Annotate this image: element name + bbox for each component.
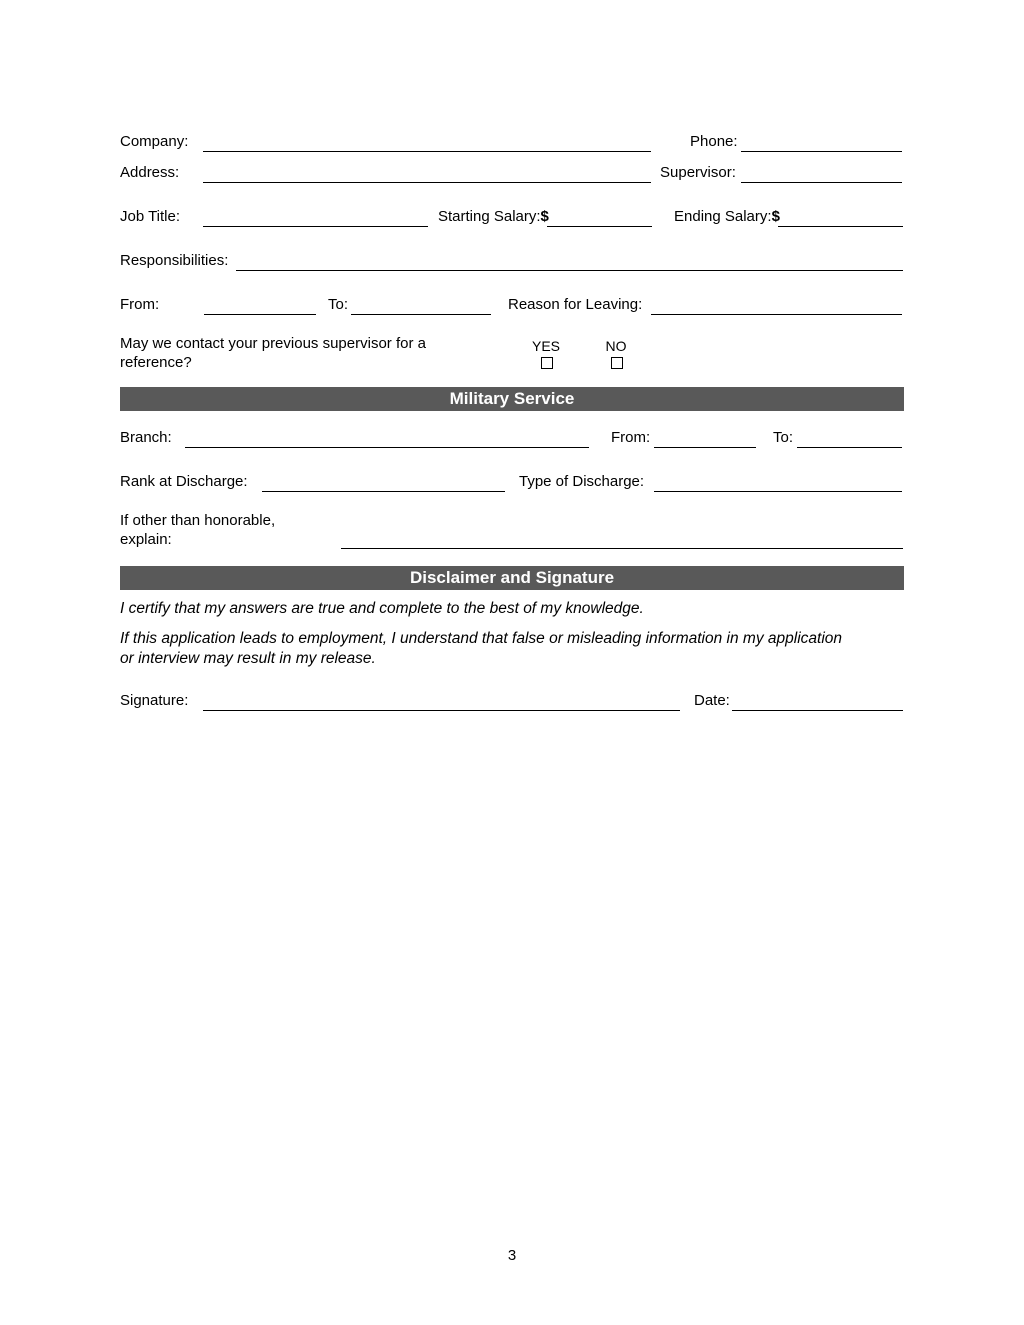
- discharge-type-field[interactable]: [654, 491, 902, 492]
- no-label: NO: [605, 338, 627, 354]
- military-service-header: Military Service: [120, 387, 904, 411]
- explain-field[interactable]: [341, 548, 903, 549]
- responsibilities-field[interactable]: [236, 270, 903, 271]
- explain-label-line2: explain:: [120, 531, 172, 548]
- job-title-label: Job Title:: [120, 208, 181, 225]
- starting-salary-label: Starting Salary:$: [438, 208, 549, 225]
- branch-field[interactable]: [185, 447, 589, 448]
- date-label: Date:: [694, 692, 730, 709]
- currency-symbol: $: [540, 208, 549, 225]
- from-label: From:: [120, 296, 160, 313]
- military-from-label: From:: [611, 429, 651, 446]
- company-field[interactable]: [203, 151, 651, 152]
- contact-question-line2: reference?: [120, 354, 192, 371]
- date-field[interactable]: [732, 710, 903, 711]
- yes-checkbox[interactable]: [541, 357, 553, 369]
- rank-label: Rank at Discharge:: [120, 473, 248, 490]
- page-number: 3: [507, 1247, 517, 1264]
- address-field[interactable]: [203, 182, 651, 183]
- ending-salary-field[interactable]: [778, 226, 903, 227]
- signature-field[interactable]: [203, 710, 680, 711]
- explain-label-line1: If other than honorable,: [120, 512, 276, 529]
- yes-label: YES: [531, 338, 560, 354]
- from-field[interactable]: [204, 314, 316, 315]
- supervisor-label: Supervisor:: [660, 164, 736, 181]
- disclaimer-header: Disclaimer and Signature: [120, 566, 904, 590]
- no-checkbox[interactable]: [611, 357, 623, 369]
- supervisor-field[interactable]: [741, 182, 902, 183]
- phone-field[interactable]: [741, 151, 902, 152]
- ending-salary-label: Ending Salary:$: [674, 208, 780, 225]
- starting-salary-field[interactable]: [547, 226, 652, 227]
- company-label: Company:: [120, 133, 189, 150]
- military-from-field[interactable]: [654, 447, 756, 448]
- to-label: To:: [328, 296, 349, 313]
- certify-text: I certify that my answers are true and complete to the best of my knowledge.: [120, 600, 644, 617]
- currency-symbol: $: [771, 208, 780, 225]
- military-to-label: To:: [773, 429, 794, 446]
- to-field[interactable]: [351, 314, 491, 315]
- job-title-field[interactable]: [203, 226, 428, 227]
- phone-label: Phone:: [690, 133, 738, 150]
- signature-label: Signature:: [120, 692, 189, 709]
- release-text-line2: or interview may result in my release.: [120, 650, 376, 667]
- address-label: Address:: [120, 164, 180, 181]
- military-to-field[interactable]: [797, 447, 902, 448]
- discharge-type-label: Type of Discharge:: [519, 473, 645, 490]
- branch-label: Branch:: [120, 429, 172, 446]
- release-text-line1: If this application leads to employment, I understand that false or misleading information in my application: [120, 630, 842, 647]
- contact-question-line1: May we contact your previous supervisor for a: [120, 335, 426, 352]
- responsibilities-label: Responsibilities:: [120, 252, 229, 269]
- reason-field[interactable]: [651, 314, 902, 315]
- reason-label: Reason for Leaving:: [508, 296, 643, 313]
- rank-field[interactable]: [262, 491, 505, 492]
